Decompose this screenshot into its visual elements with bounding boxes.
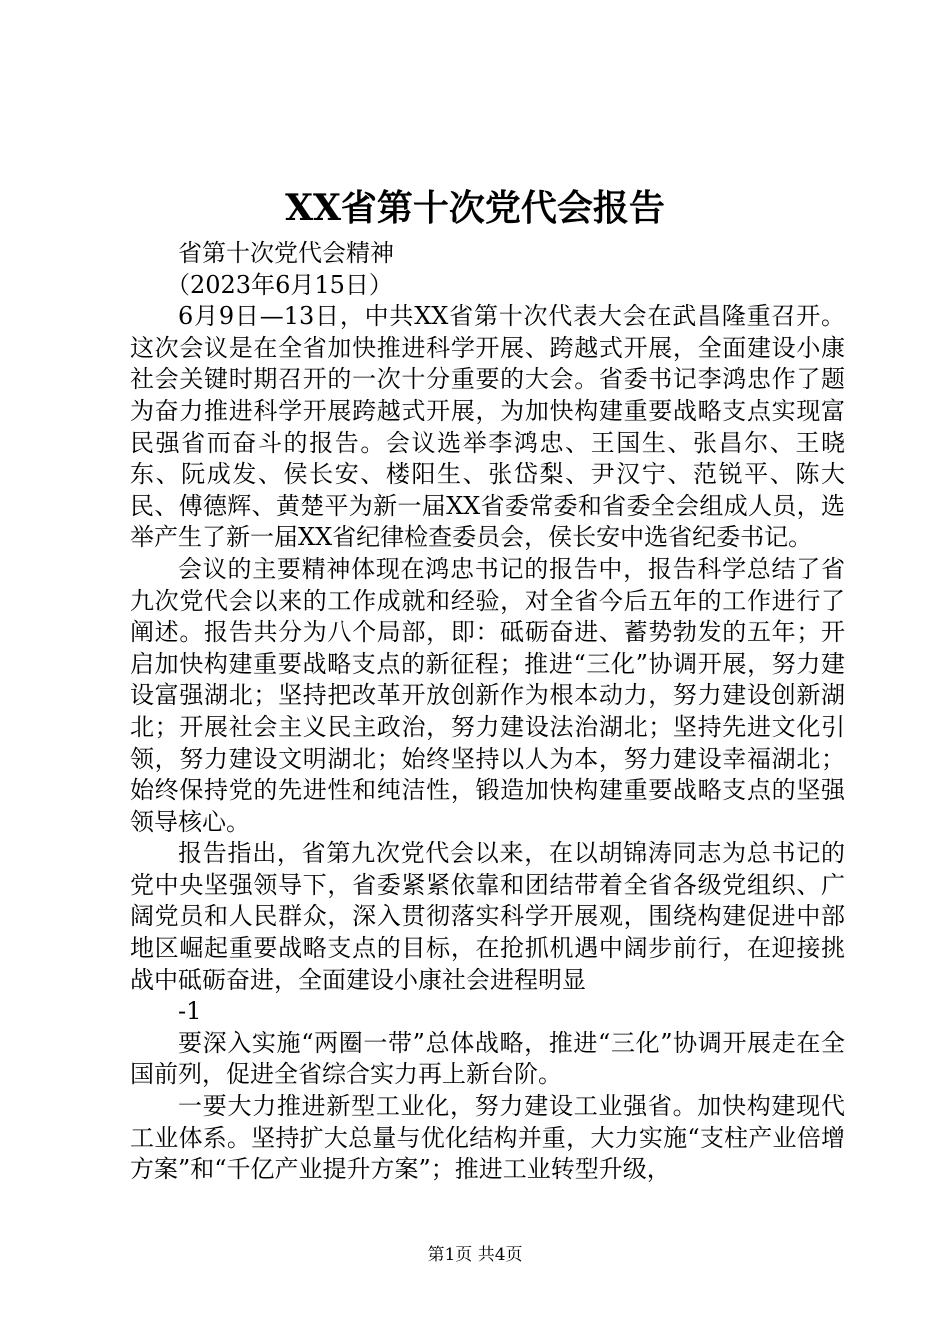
paragraph: 报告指出，省第九次党代会以来，在以胡锦涛同志为总书记的党中央坚强领导下，省委紧紧依靠和团结带着全省各级党组织、广阔党员和人民群众，深入贯彻落实科学开展观，围绕构建促进中部地区崛起重要战略支点的目标，在抢抓机遇中阔步前行，在迎接挑战中砥砺奋进，全面建设小康社会进程明显: [130, 839, 845, 994]
date-line: （2023年6月15日）: [166, 270, 393, 299]
page-footer: 第1页 共4页: [427, 1245, 523, 1265]
paragraph: 6月9日—13日，中共XX省第十次代表大会在武昌隆重召开。这次会议是在全省加快推进科学开展、跨越式开展，全面建设小康社会关键时期召开的一次十分重要的大会。省委书记李鸿忠作了题为奋力推进科学开展跨越式开展，为加快构建重要战略支点实现富民强省而奋斗的报告。会议选举李鸿忠、王国生、张昌尔、王晓东、阮成发、侯长安、楼阳生、张岱梨、尹汉宁、范锐平、陈大民、傅德辉、黄楚平为新一届XX省委常委和省委全会组成人员，选举产生了新一届XX省纪律检查委员会，侯长安中选省纪委书记。: [130, 302, 845, 552]
document-title: XX省第十次党代会报告: [285, 187, 665, 229]
document-body: [130, 238, 845, 1186]
paragraph: 会议的主要精神体现在鸿忠书记的报告中，报告科学总结了省九次党代会以来的工作成就和经验，对全省今后五年的工作进行了阐述。报告共分为八个局部，即：砥砺奋进、蓄势勃发的五年；开启加快构建重要战略支点的新征程；推进“三化”协调开展，努力建设富强湖北；坚持把改革开放创新作为根本动力，努力建设创新湖北；开展社会主义民主政治，努力建设法治湖北；坚持先进文化引领，努力建设文明湖北；始终坚持以人为本，努力建设幸福湖北；始终保持党的先进性和纯洁性，锻造加快构建重要战略支点的坚强领导核心。: [130, 554, 845, 836]
subtitle: 省第十次党代会精神: [178, 239, 394, 267]
paragraph: 一要大力推进新型工业化，努力建设工业强省。加快构建现代工业体系。坚持扩大总量与优化结构并重，大力实施“支柱产业倍增方案”和“千亿产业提升方案”；推进工业转型升级，: [130, 1092, 845, 1184]
page-break-marker: -1: [178, 997, 202, 1026]
paragraph: 要深入实施“两圈一带”总体战略，推进“三化”协调开展走在全国前列，促进全省综合实力再上新台阶。: [130, 1028, 845, 1089]
